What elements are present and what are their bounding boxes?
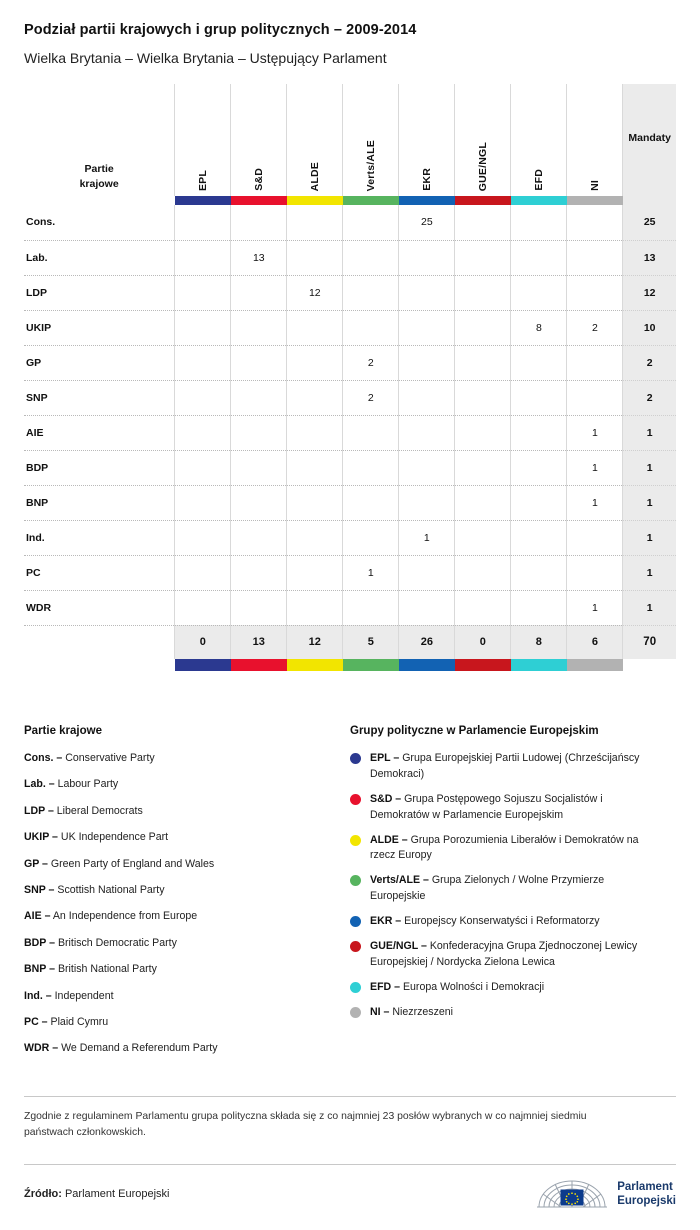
grand-total-cell: 70 [623, 625, 676, 659]
seat-count-cell [175, 345, 231, 380]
group-color-swatch [567, 196, 623, 205]
seat-count-cell [455, 275, 511, 310]
seat-count-cell [455, 415, 511, 450]
ep-logo-text [617, 1180, 676, 1209]
seat-count-cell [231, 205, 287, 240]
legend-group-item [350, 792, 650, 824]
seat-count-cell [287, 310, 343, 345]
seat-count-cell [343, 590, 399, 625]
group-column-label: ALDE [308, 161, 321, 191]
group-column-header [175, 84, 231, 196]
seat-count-cell: 1 [567, 415, 623, 450]
seat-count-cell [511, 380, 567, 415]
seat-count-cell [399, 415, 455, 450]
legend-party-item [24, 1041, 324, 1057]
group-color-strip [24, 196, 676, 205]
seat-count-cell: 1 [567, 485, 623, 520]
seat-count-cell [455, 205, 511, 240]
seat-count-cell [175, 380, 231, 415]
row-total-cell: 1 [623, 450, 676, 485]
legend-group-item [350, 1005, 650, 1021]
legend-group-color-dot-icon [350, 835, 361, 846]
seat-count-cell [287, 380, 343, 415]
legend-group-text [370, 980, 544, 996]
seat-count-cell [343, 275, 399, 310]
group-column-header [231, 84, 287, 196]
legend-party-item [24, 936, 324, 952]
seat-count-cell [399, 590, 455, 625]
group-total-cell: 0 [175, 625, 231, 659]
seat-count-cell [175, 485, 231, 520]
group-color-swatch-bottom [343, 659, 399, 671]
legend-group-color-dot-icon [350, 1007, 361, 1018]
document-header [0, 4, 700, 66]
party-name-cell: Lab. [24, 240, 175, 275]
seat-count-cell [287, 520, 343, 555]
seats-header-label: Mandaty [628, 132, 671, 144]
group-total-cell: 5 [343, 625, 399, 659]
legend-group-item [350, 833, 650, 865]
seat-count-cell [399, 345, 455, 380]
legend-group-item [350, 873, 650, 905]
group-column-label: S&D [252, 168, 265, 191]
table-row [24, 555, 676, 590]
seat-count-cell [287, 590, 343, 625]
seat-count-cell [287, 485, 343, 520]
color-strip-seats [623, 196, 676, 205]
seat-count-cell [455, 310, 511, 345]
legend-group-item [350, 914, 650, 930]
party-name-cell: PC [24, 555, 175, 590]
seat-count-cell: 1 [343, 555, 399, 590]
table-row [24, 310, 676, 345]
legend-group-name: Europa Wolności i Demokracji [400, 980, 545, 993]
row-total-cell: 1 [623, 555, 676, 590]
seat-count-cell: 8 [511, 310, 567, 345]
legend-group-abbr: Verts/ALE – [370, 874, 429, 887]
seat-count-cell [287, 240, 343, 275]
seat-count-cell [567, 380, 623, 415]
seat-count-cell [455, 240, 511, 275]
seats-column-header [623, 84, 676, 196]
seat-count-cell: 2 [343, 345, 399, 380]
legend-party-item [24, 804, 324, 820]
table-row [24, 520, 676, 555]
seat-count-cell [399, 450, 455, 485]
row-total-cell: 1 [623, 485, 676, 520]
document-footer [0, 1165, 700, 1229]
seat-count-cell [511, 345, 567, 380]
table-row [24, 450, 676, 485]
seat-count-cell [567, 555, 623, 590]
legend-group-color-dot-icon [350, 875, 361, 886]
table-row [24, 240, 676, 275]
legend-group-name: Konfederacyjna Grupa Zjednoczonej Lewicy Europejskiej / Nordycka Zielona Lewica [370, 940, 638, 968]
group-color-swatch [175, 196, 231, 205]
seat-count-cell [399, 555, 455, 590]
seat-count-cell [343, 310, 399, 345]
legend-party-abbr: Lab. – [24, 778, 55, 791]
seat-distribution-table [24, 84, 676, 671]
legend-party-abbr: BDP – [24, 936, 56, 949]
group-column-header [455, 84, 511, 196]
legend-party-name: Britisch Democratic Party [55, 936, 177, 949]
group-column-label: GUE/NGL [476, 141, 489, 191]
footnote: Zgodnie z regulaminem Parlamentu grupa polityczna składa się z co najmniej 23 posłów wybranych w co najmniej siedmiu państwach członkowskich. [24, 1110, 587, 1139]
total-row-label [24, 625, 175, 659]
seat-count-cell: 2 [567, 310, 623, 345]
party-name-cell: Cons. [24, 205, 175, 240]
party-name-cell: AIE [24, 415, 175, 450]
legend-group-abbr: NI – [370, 1005, 390, 1018]
group-column-label: EPL [196, 169, 209, 191]
seat-count-cell [567, 345, 623, 380]
legend-party-item [24, 962, 324, 978]
legend-group-abbr: S&D – [370, 792, 402, 805]
group-total-cell: 12 [287, 625, 343, 659]
table-row [24, 380, 676, 415]
legend-party-name: Conservative Party [62, 752, 155, 764]
seat-count-cell [567, 520, 623, 555]
row-total-cell: 25 [623, 205, 676, 240]
seat-count-cell [287, 555, 343, 590]
legend-party-abbr: PC – [24, 1015, 48, 1028]
seat-count-cell [231, 485, 287, 520]
seat-count-cell: 2 [343, 380, 399, 415]
group-color-swatch-bottom [175, 659, 231, 671]
seat-count-cell: 12 [287, 275, 343, 310]
color-strip-bottom-seats [623, 659, 676, 671]
group-color-swatch [287, 196, 343, 205]
group-color-swatch [455, 196, 511, 205]
group-color-swatch-bottom [455, 659, 511, 671]
legend-party-abbr: Cons. – [24, 752, 63, 764]
party-column-header [24, 84, 175, 196]
seat-count-cell [343, 520, 399, 555]
seat-count-cell [231, 275, 287, 310]
legend-group-color-dot-icon [350, 753, 361, 764]
ep-logo [535, 1177, 676, 1211]
legend-party-abbr: SNP – [24, 883, 55, 896]
legend-party-abbr: WDR – [24, 1042, 59, 1055]
seat-count-cell [175, 520, 231, 555]
seat-count-cell [511, 520, 567, 555]
party-name-cell: SNP [24, 380, 175, 415]
seat-count-cell [175, 275, 231, 310]
source-line [24, 1188, 170, 1200]
party-header-line1: Partie [84, 162, 114, 175]
seat-count-cell [455, 520, 511, 555]
legend-group-name: Grupa Postępowego Sojuszu Socjalistów i Demokratów w Parlamencie Europejskim [370, 792, 603, 821]
seat-count-cell [175, 415, 231, 450]
seat-count-cell: 13 [231, 240, 287, 275]
legend-groups-title: Grupy polityczne w Parlamencie Europejskim [350, 725, 599, 737]
legend-group-abbr: ALDE – [370, 833, 408, 846]
legend-party-item [24, 777, 324, 793]
legend-party-item [24, 1015, 324, 1031]
group-color-swatch [343, 196, 399, 205]
legend-party-item [24, 989, 324, 1005]
table-header-row [24, 84, 676, 196]
seat-count-cell [511, 450, 567, 485]
row-total-cell: 1 [623, 415, 676, 450]
seat-count-cell [511, 205, 567, 240]
legend-groups [350, 725, 650, 1068]
legend-group-name: Grupa Europejskiej Partii Ludowej (Chrześcijańscy Demokraci) [370, 752, 640, 780]
seat-count-cell [175, 240, 231, 275]
seat-count-cell [231, 520, 287, 555]
party-name-cell: Ind. [24, 520, 175, 555]
group-column-header [567, 84, 623, 196]
legend-party-name: Labour Party [54, 778, 119, 791]
row-total-cell: 1 [623, 520, 676, 555]
legend-group-abbr: EPL – [370, 752, 400, 764]
row-total-cell: 10 [623, 310, 676, 345]
seat-count-cell [343, 450, 399, 485]
legend-party-name: Scottish National Party [54, 883, 165, 896]
group-column-header [287, 84, 343, 196]
legend-groups-list [350, 751, 650, 1021]
group-color-swatch-bottom [567, 659, 623, 671]
legend-party-name: UK Independence Part [57, 831, 169, 844]
legend-party-item [24, 883, 324, 899]
legend-party-name: Green Party of England and Wales [47, 857, 215, 870]
legend-party-name: Plaid Cymru [47, 1015, 109, 1028]
table-total-row [24, 625, 676, 659]
table-row [24, 415, 676, 450]
party-name-cell: UKIP [24, 310, 175, 345]
seat-count-cell [455, 380, 511, 415]
legend-party-name: Liberal Democrats [53, 804, 143, 817]
seat-count-cell [287, 450, 343, 485]
group-column-header [399, 84, 455, 196]
seat-count-cell [343, 485, 399, 520]
legend-group-abbr: GUE/NGL – [370, 940, 427, 953]
seat-count-cell [567, 275, 623, 310]
legend-group-abbr: EFD – [370, 980, 401, 993]
group-color-swatch [511, 196, 567, 205]
group-total-cell: 8 [511, 625, 567, 659]
row-total-cell: 1 [623, 590, 676, 625]
legend-group-name: Europejscy Konserwatyści i Reformatorzy [401, 915, 600, 928]
european-parliament-hemicycle-icon [535, 1177, 609, 1211]
seat-count-cell [231, 590, 287, 625]
legend-group-text [370, 792, 650, 824]
seat-count-cell [231, 345, 287, 380]
legend-party-name: We Demand a Referendum Party [58, 1042, 218, 1055]
seat-count-cell: 25 [399, 205, 455, 240]
seat-count-cell [511, 485, 567, 520]
legend-party-item [24, 751, 324, 767]
table-header [24, 84, 676, 205]
group-color-swatch-bottom [399, 659, 455, 671]
group-total-cell: 13 [231, 625, 287, 659]
seat-count-cell [175, 555, 231, 590]
source-label: Źródło: [24, 1187, 62, 1200]
legend-group-item [350, 980, 650, 996]
row-total-cell: 2 [623, 345, 676, 380]
seat-count-cell [399, 240, 455, 275]
legend-party-name: Independent [51, 989, 114, 1002]
seat-count-cell [399, 485, 455, 520]
source-value: Parlament Europejski [64, 1187, 170, 1200]
group-total-cell: 26 [399, 625, 455, 659]
party-name-cell: GP [24, 345, 175, 380]
legend-group-text [370, 939, 650, 971]
party-name-cell: BNP [24, 485, 175, 520]
legend-group-item [350, 939, 650, 971]
seat-count-cell [175, 590, 231, 625]
seat-count-cell [511, 275, 567, 310]
seat-matrix-container [0, 84, 700, 671]
seat-count-cell [231, 450, 287, 485]
group-column-header [343, 84, 399, 196]
table-body [24, 205, 676, 625]
group-color-swatch-bottom [287, 659, 343, 671]
seat-count-cell [511, 415, 567, 450]
legend-party-abbr: LDP – [24, 804, 54, 817]
row-total-cell: 12 [623, 275, 676, 310]
seat-count-cell [287, 205, 343, 240]
color-strip-spacer [24, 196, 175, 205]
group-column-label: EKR [420, 168, 433, 191]
seat-count-cell [511, 555, 567, 590]
seat-count-cell [175, 205, 231, 240]
table-row [24, 485, 676, 520]
legend-group-name: Grupa Porozumienia Liberałów i Demokratów na rzecz Europy [370, 833, 639, 862]
legend-group-color-dot-icon [350, 916, 361, 927]
table-row [24, 590, 676, 625]
legend-group-color-dot-icon [350, 982, 361, 993]
row-total-cell: 13 [623, 240, 676, 275]
page-subtitle: Wielka Brytania – Wielka Brytania – Ustępujący Parlament [24, 50, 387, 66]
legend-group-name: Grupa Zielonych / Wolne Przymierze Europejskie [370, 874, 605, 903]
legend-parties-title: Partie krajowe [24, 725, 102, 737]
seat-count-cell: 1 [567, 590, 623, 625]
legend-party-name: British National Party [55, 963, 157, 976]
seat-count-cell [343, 205, 399, 240]
legend-party-name: An Independence from Europe [50, 910, 198, 923]
legend-group-text [370, 751, 650, 783]
party-name-cell: WDR [24, 590, 175, 625]
group-total-cell: 6 [567, 625, 623, 659]
seat-count-cell [287, 415, 343, 450]
seat-count-cell [455, 345, 511, 380]
ep-logo-line1: Parlament [617, 1180, 673, 1193]
legend-party-abbr: BNP – [24, 963, 56, 976]
group-color-swatch-bottom [231, 659, 287, 671]
group-column-label: Verts/ALE [364, 139, 377, 191]
seat-count-cell [343, 415, 399, 450]
legend-section [0, 671, 700, 1068]
seat-count-cell [455, 555, 511, 590]
ep-logo-line2: Europejski [617, 1194, 676, 1207]
legend-party-item [24, 830, 324, 846]
seat-count-cell [231, 415, 287, 450]
party-name-cell: BDP [24, 450, 175, 485]
legend-party-abbr: Ind. – [24, 989, 52, 1002]
seat-count-cell: 1 [399, 520, 455, 555]
legend-group-abbr: EKR – [370, 915, 402, 928]
group-column-label: EFD [532, 169, 545, 191]
group-column-label: NI [588, 180, 601, 191]
party-header-line2: krajowe [79, 177, 119, 190]
legend-group-item [350, 751, 650, 783]
seat-count-cell [399, 310, 455, 345]
seat-count-cell [175, 310, 231, 345]
legend-parties-list [24, 751, 324, 1057]
color-strip-bottom-spacer [24, 659, 175, 671]
row-total-cell: 2 [623, 380, 676, 415]
legend-group-name: Niezrzeszeni [389, 1005, 454, 1018]
group-color-swatch [399, 196, 455, 205]
seat-count-cell [455, 450, 511, 485]
seat-count-cell [343, 240, 399, 275]
table-row [24, 205, 676, 240]
seat-count-cell [455, 485, 511, 520]
legend-party-abbr: GP – [24, 857, 48, 870]
seat-count-cell [287, 345, 343, 380]
legend-parties [24, 725, 324, 1068]
legend-group-color-dot-icon [350, 941, 361, 952]
seat-count-cell [231, 310, 287, 345]
legend-group-text [370, 873, 650, 905]
group-color-swatch-bottom [511, 659, 567, 671]
legend-party-abbr: AIE – [24, 910, 51, 923]
group-color-swatch [231, 196, 287, 205]
seat-count-cell [567, 205, 623, 240]
legend-group-text [370, 833, 650, 865]
legend-party-item [24, 857, 324, 873]
seat-count-cell [511, 240, 567, 275]
seat-count-cell [455, 590, 511, 625]
table-footer [24, 625, 676, 671]
group-column-header [511, 84, 567, 196]
seat-count-cell [399, 380, 455, 415]
group-total-cell: 0 [455, 625, 511, 659]
legend-group-color-dot-icon [350, 794, 361, 805]
seat-count-cell: 1 [567, 450, 623, 485]
group-color-strip-bottom [24, 659, 676, 671]
legend-party-item [24, 909, 324, 925]
table-row [24, 275, 676, 310]
legend-group-text [370, 914, 600, 930]
party-name-cell: LDP [24, 275, 175, 310]
seat-count-cell [567, 240, 623, 275]
legend-party-abbr: UKIP – [24, 831, 58, 844]
seat-count-cell [399, 275, 455, 310]
legend-group-text [370, 1005, 453, 1021]
seat-count-cell [511, 590, 567, 625]
seat-count-cell [231, 380, 287, 415]
page-title: Podział partii krajowych i grup politycznych – 2009-2014 [24, 22, 417, 38]
seat-count-cell [175, 450, 231, 485]
table-row [24, 345, 676, 380]
seat-count-cell [231, 555, 287, 590]
